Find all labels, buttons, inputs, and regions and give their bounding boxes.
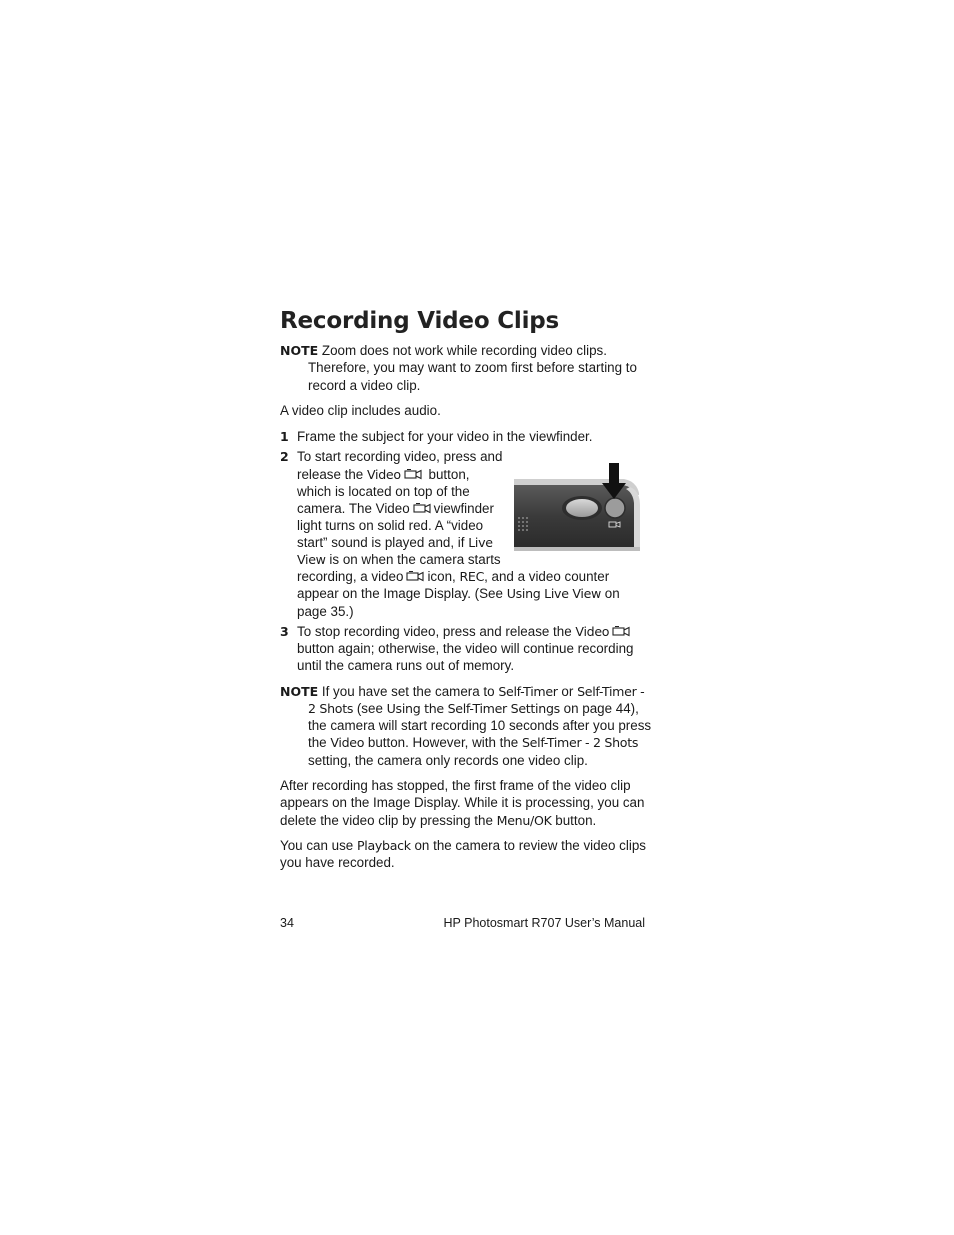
- text-run: button,: [428, 467, 470, 482]
- ui-label-view: View: [297, 552, 326, 567]
- text-run: recording, a video: [297, 569, 404, 584]
- note-text: the camera will start recording 10 seconds after you press: [308, 718, 652, 733]
- text-run: , and a video counter: [484, 569, 610, 584]
- ui-label-self-timer: Self-Timer: [498, 684, 558, 699]
- text-run: If you have set the camera to: [321, 684, 495, 699]
- note-text: [308, 700, 639, 717]
- body-text: appears on the Image Display. While it is processing, you can: [280, 795, 645, 810]
- note-text: Therefore, you may want to zoom first before starting to: [308, 360, 637, 375]
- video-camera-icon: [406, 571, 424, 582]
- ui-label-using-live-view: Using Live View: [506, 586, 602, 601]
- text-run: To stop recording video, press and release the: [297, 624, 572, 639]
- note-text: [308, 734, 638, 751]
- text-run: on page 44),: [563, 701, 639, 716]
- video-camera-icon: [404, 469, 422, 480]
- text-run: button.: [555, 813, 597, 828]
- text-run: the: [308, 735, 327, 750]
- note-zoom: [280, 342, 650, 359]
- note-text: Zoom does not work while recording video clips.: [321, 343, 607, 358]
- step-text: button again; otherwise, the video will continue recording: [297, 641, 634, 656]
- text-run: is on when the camera starts: [329, 552, 501, 567]
- step-number: 2: [280, 449, 289, 464]
- manual-title: HP Photosmart R707 User’s Manual: [443, 916, 645, 930]
- body-text: [280, 837, 646, 854]
- note-label: NOTE: [280, 684, 319, 699]
- step-number: 1: [280, 429, 289, 444]
- note-text: setting, the camera only records one video clip.: [308, 753, 588, 768]
- text-run: icon,: [427, 569, 456, 584]
- ui-label-menu-ok: Menu/OK: [496, 813, 552, 828]
- page-title: Recording Video Clips: [280, 308, 560, 334]
- step-text: [297, 534, 493, 551]
- body-text: After recording has stopped, the first frame of the video clip: [280, 778, 631, 793]
- video-camera-icon: [413, 503, 431, 514]
- step-text: [297, 568, 609, 585]
- ui-label-video: Video: [575, 624, 610, 639]
- ui-label-2-shots: 2 Shots: [308, 701, 354, 716]
- step-text: until the camera runs out of memory.: [297, 658, 515, 673]
- text-run: (see: [356, 701, 383, 716]
- step-text: light turns on solid red. A “video: [297, 518, 484, 533]
- intro-text: A video clip includes audio.: [280, 403, 441, 418]
- ui-label-self-timer-2-shots: Self-Timer - 2 Shots: [521, 735, 639, 750]
- step-text: which is located on top of the: [297, 484, 470, 499]
- note-self-timer: [280, 683, 644, 700]
- text-run: release the: [297, 467, 364, 482]
- ui-label-video: Video: [330, 735, 365, 750]
- text-run: You can use: [280, 838, 354, 853]
- text-run: viewfinder: [433, 501, 494, 516]
- camera-top-video-button-illustration: [512, 459, 642, 555]
- ui-label-rec: REC: [459, 569, 485, 584]
- note-label: NOTE: [280, 343, 319, 358]
- page-number: 34: [280, 916, 294, 930]
- step-text: [297, 466, 469, 483]
- text-run: on the camera to review the video clips: [414, 838, 646, 853]
- step-text: [297, 551, 501, 568]
- step-text: To start recording video, press and: [297, 449, 503, 464]
- ui-label-playback: Playback: [356, 838, 411, 853]
- ui-label-using-self-timer-settings: Using the Self-Timer Settings: [386, 701, 560, 716]
- step-text: [297, 500, 494, 517]
- text-run: or: [561, 684, 574, 699]
- text-run: start” sound is played and, if: [297, 535, 465, 550]
- step-text: [297, 623, 633, 640]
- step-text: [297, 585, 620, 602]
- text-run: camera. The Video: [297, 501, 410, 516]
- text-run: on: [604, 586, 620, 601]
- step-text: Frame the subject for your video in the viewfinder.: [297, 429, 593, 444]
- text-run: button. However, with the: [367, 735, 519, 750]
- video-camera-icon: [612, 626, 630, 637]
- note-text: record a video clip.: [308, 378, 421, 393]
- ui-label-self-timer-2-shots: Self-Timer -: [577, 684, 645, 699]
- body-text: you have recorded.: [280, 855, 395, 870]
- step-number: 3: [280, 624, 289, 639]
- text-run: appear on the Image Display. (See: [297, 586, 503, 601]
- ui-label-live: Live: [468, 535, 493, 550]
- ui-label-video: Video: [367, 467, 401, 482]
- step-text: page 35.): [297, 604, 354, 619]
- body-text: [280, 812, 596, 829]
- text-run: delete the video clip by pressing the: [280, 813, 493, 828]
